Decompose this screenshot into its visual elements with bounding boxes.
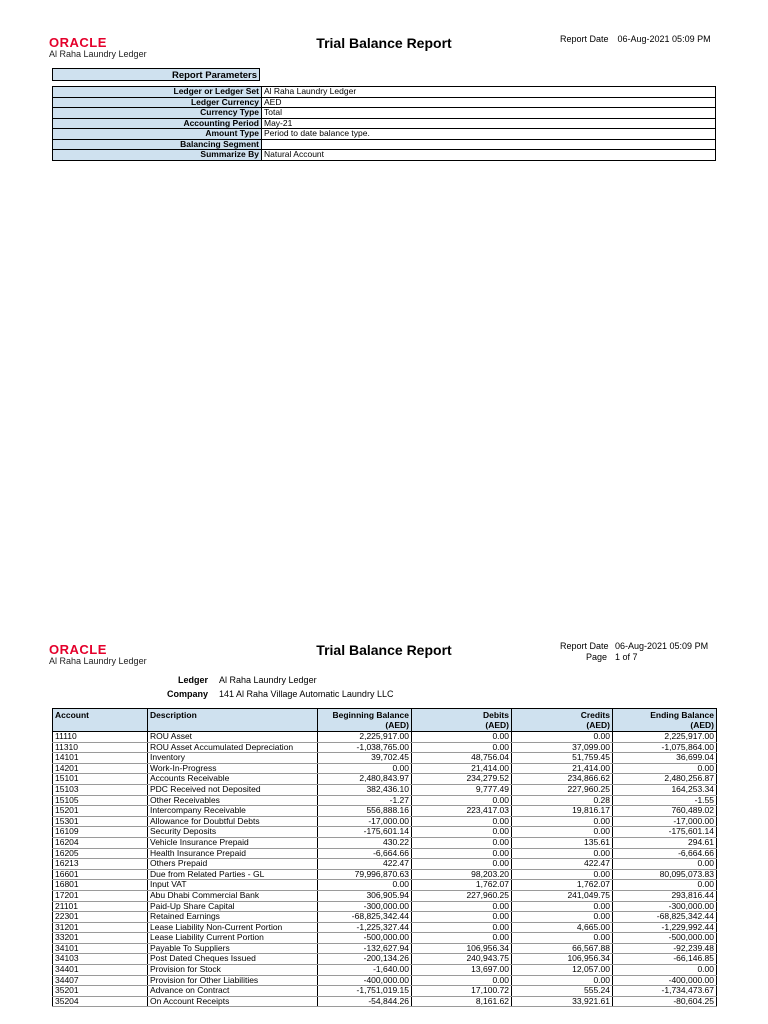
col-header-beginning-label: Beginning Balance (332, 710, 409, 720)
trial-balance-table (52, 708, 717, 1007)
param-label: Accounting Period (53, 118, 262, 129)
table-row (53, 806, 717, 817)
col-header-description: Description (148, 709, 318, 732)
credits-cell: 0.00 (512, 732, 613, 743)
credits-cell: 0.00 (512, 827, 613, 838)
beginning-balance-cell: -6,664.66 (318, 848, 412, 859)
account-cell: 16205 (53, 848, 148, 859)
param-value: Total (262, 108, 716, 119)
ending-balance-cell: -500,000.00 (613, 933, 717, 944)
debits-cell: 98,203.20 (412, 869, 512, 880)
beginning-balance-cell: 39,702.45 (318, 753, 412, 764)
credits-cell: 4,665.00 (512, 922, 613, 933)
credits-cell: 234,866.62 (512, 774, 613, 785)
param-label: Amount Type (53, 129, 262, 140)
debits-cell: 106,956.34 (412, 943, 512, 954)
col-header-credits (512, 709, 613, 732)
debits-cell: 0.00 (412, 816, 512, 827)
ending-balance-cell: 760,489.02 (613, 806, 717, 817)
credits-cell: 12,057.00 (512, 965, 613, 976)
account-cell: 31201 (53, 922, 148, 933)
ledger-info (150, 673, 393, 701)
credits-cell: 0.00 (512, 975, 613, 986)
description-cell: Other Receivables (148, 795, 318, 806)
report-date-label: Report Date (560, 641, 609, 651)
ledger-name: Al Raha Laundry Ledger (49, 49, 147, 59)
description-cell: ROU Asset Accumulated Depreciation (148, 742, 318, 753)
beginning-balance-cell: 422.47 (318, 859, 412, 870)
account-cell: 16601 (53, 869, 148, 880)
col-header-unit: (AED) (690, 720, 714, 730)
ending-balance-cell: -17,000.00 (613, 816, 717, 827)
account-cell: 11110 (53, 732, 148, 743)
ending-balance-cell: 0.00 (613, 880, 717, 891)
page-label: Page (585, 652, 607, 662)
table-row (53, 732, 717, 743)
table-row (53, 912, 717, 923)
debits-cell: 240,943.75 (412, 954, 512, 965)
beginning-balance-cell: 79,996,870.63 (318, 869, 412, 880)
description-cell: Input VAT (148, 880, 318, 891)
col-header-ending-label: Ending Balance (650, 710, 714, 720)
param-label: Ledger or Ledger Set (53, 87, 262, 98)
debits-cell: 9,777.49 (412, 784, 512, 795)
beginning-balance-cell: -300,000.00 (318, 901, 412, 912)
account-cell: 16213 (53, 859, 148, 870)
debits-cell: 0.00 (412, 859, 512, 870)
ending-balance-cell: -1,734,473.67 (613, 986, 717, 997)
account-cell: 15105 (53, 795, 148, 806)
description-cell: Paid-Up Share Capital (148, 901, 318, 912)
description-cell: Others Prepaid (148, 859, 318, 870)
ledger-label: Ledger (177, 675, 208, 685)
col-header-unit: (AED) (586, 720, 610, 730)
credits-cell: 21,414.00 (512, 763, 613, 774)
report-title: Trial Balance Report (316, 35, 452, 51)
beginning-balance-cell: -1.27 (318, 795, 412, 806)
debits-cell: 0.00 (412, 827, 512, 838)
table-row (53, 901, 717, 912)
beginning-balance-cell: 430.22 (318, 837, 412, 848)
table-row (53, 763, 717, 774)
table-row (53, 954, 717, 965)
col-header-debits (412, 709, 512, 732)
description-cell: Security Deposits (148, 827, 318, 838)
param-label: Summarize By (53, 150, 262, 161)
table-header-row (53, 709, 717, 732)
debits-cell: 0.00 (412, 837, 512, 848)
table-row (53, 890, 717, 901)
description-cell: Lease Liability Current Portion (148, 933, 318, 944)
credits-cell: 66,567.88 (512, 943, 613, 954)
beginning-balance-cell: -1,751,019.15 (318, 986, 412, 997)
description-cell: Work-In-Progress (148, 763, 318, 774)
description-cell: Allowance for Doubtful Debts (148, 816, 318, 827)
credits-cell: 19,816.17 (512, 806, 613, 817)
beginning-balance-cell: -175,601.14 (318, 827, 412, 838)
table-row (53, 816, 717, 827)
account-cell: 35201 (53, 986, 148, 997)
beginning-balance-cell: -400,000.00 (318, 975, 412, 986)
description-cell: Lease Liability Non-Current Portion (148, 922, 318, 933)
table-row (53, 859, 717, 870)
ending-balance-cell: -1,229,992.44 (613, 922, 717, 933)
beginning-balance-cell: 382,436.10 (318, 784, 412, 795)
ledger-value: Al Raha Laundry Ledger (219, 675, 317, 685)
account-cell: 11310 (53, 742, 148, 753)
account-cell: 21101 (53, 901, 148, 912)
beginning-balance-cell: 306,905.94 (318, 890, 412, 901)
ending-balance-cell: -68,825,342.44 (613, 912, 717, 923)
ending-balance-cell: 0.00 (613, 859, 717, 870)
account-cell: 16801 (53, 880, 148, 891)
debits-cell: 21,414.00 (412, 763, 512, 774)
account-cell: 15301 (53, 816, 148, 827)
table-row (53, 975, 717, 986)
debits-cell: 0.00 (412, 795, 512, 806)
description-cell: Intercompany Receivable (148, 806, 318, 817)
debits-cell: 234,279.52 (412, 774, 512, 785)
credits-cell: 241,049.75 (512, 890, 613, 901)
debits-cell: 227,960.25 (412, 890, 512, 901)
beginning-balance-cell: 0.00 (318, 763, 412, 774)
col-header-unit: (AED) (385, 720, 409, 730)
ending-balance-cell: 2,480,256.87 (613, 774, 717, 785)
credits-cell: 0.00 (512, 933, 613, 944)
description-cell: Retained Earnings (148, 912, 318, 923)
param-value: AED (262, 97, 716, 108)
col-header-account: Account (53, 709, 148, 732)
report-date (560, 641, 708, 663)
debits-cell: 0.00 (412, 848, 512, 859)
description-cell: Due from Related Parties - GL (148, 869, 318, 880)
account-cell: 15101 (53, 774, 148, 785)
table-row (53, 742, 717, 753)
report-parameters-heading: Report Parameters (52, 68, 260, 81)
beginning-balance-cell: -1,038,765.00 (318, 742, 412, 753)
col-header-debits-label: Debits (483, 710, 509, 720)
table-row (53, 848, 717, 859)
table-row (53, 965, 717, 976)
credits-cell: 0.00 (512, 816, 613, 827)
table-row (53, 795, 717, 806)
report-date-label: Report Date (560, 34, 609, 44)
table-row (53, 943, 717, 954)
description-cell: Vehicle Insurance Prepaid (148, 837, 318, 848)
ending-balance-cell: -400,000.00 (613, 975, 717, 986)
account-cell: 15201 (53, 806, 148, 817)
credits-cell: 0.00 (512, 848, 613, 859)
description-cell: Abu Dhabi Commercial Bank (148, 890, 318, 901)
param-value: May-21 (262, 118, 716, 129)
credits-cell: 227,960.25 (512, 784, 613, 795)
description-cell: Health Insurance Prepaid (148, 848, 318, 859)
debits-cell: 0.00 (412, 975, 512, 986)
report-date-value: 06-Aug-2021 05:09 PM (617, 34, 711, 44)
col-header-credits-label: Credits (580, 710, 610, 720)
table-row (53, 986, 717, 997)
ending-balance-cell: 0.00 (613, 965, 717, 976)
ending-balance-cell: 2,225,917.00 (613, 732, 717, 743)
debits-cell: 1,762.07 (412, 880, 512, 891)
table-row (53, 774, 717, 785)
table-row (53, 880, 717, 891)
table-row (53, 933, 717, 944)
debits-cell: 0.00 (412, 912, 512, 923)
ending-balance-cell: -80,604.25 (613, 996, 717, 1007)
description-cell: Post Dated Cheques Issued (148, 954, 318, 965)
table-row (53, 922, 717, 933)
debits-cell: 0.00 (412, 933, 512, 944)
credits-cell: 555.24 (512, 986, 613, 997)
description-cell: Payable To Suppliers (148, 943, 318, 954)
account-cell: 34101 (53, 943, 148, 954)
col-header-unit: (AED) (485, 720, 509, 730)
debits-cell: 8,161.62 (412, 996, 512, 1007)
account-cell: 22301 (53, 912, 148, 923)
beginning-balance-cell: -500,000.00 (318, 933, 412, 944)
ending-balance-cell: -6,664.66 (613, 848, 717, 859)
table-row (53, 837, 717, 848)
beginning-balance-cell: -68,825,342.44 (318, 912, 412, 923)
debits-cell: 0.00 (412, 742, 512, 753)
beginning-balance-cell: 2,225,917.00 (318, 732, 412, 743)
account-cell: 14101 (53, 753, 148, 764)
ending-balance-cell: 164,253.34 (613, 784, 717, 795)
debits-cell: 0.00 (412, 732, 512, 743)
beginning-balance-cell: 2,480,843.97 (318, 774, 412, 785)
beginning-balance-cell: 556,888.16 (318, 806, 412, 817)
company-label: Company (166, 689, 208, 699)
page-number: 1 of 7 (615, 652, 638, 662)
account-cell: 35204 (53, 996, 148, 1007)
col-header-ending-balance (613, 709, 717, 732)
ending-balance-cell: -92,239.48 (613, 943, 717, 954)
oracle-brand-text: ORACLE (49, 35, 107, 50)
company-value: 141 Al Raha Village Automatic Laundry LLC (219, 689, 394, 699)
ending-balance-cell: -66,146.85 (613, 954, 717, 965)
report-date-value: 06-Aug-2021 05:09 PM (615, 641, 709, 651)
description-cell: PDC Received not Deposited (148, 784, 318, 795)
param-value: Natural Account (262, 150, 716, 161)
beginning-balance-cell: -200,134.26 (318, 954, 412, 965)
ending-balance-cell: 294.61 (613, 837, 717, 848)
credits-cell: 51,759.45 (512, 753, 613, 764)
credits-cell: 0.00 (512, 869, 613, 880)
credits-cell: 0.28 (512, 795, 613, 806)
ledger-name: Al Raha Laundry Ledger (49, 656, 147, 666)
beginning-balance-cell: -17,000.00 (318, 816, 412, 827)
description-cell: ROU Asset (148, 732, 318, 743)
ending-balance-cell: -300,000.00 (613, 901, 717, 912)
table-row (53, 753, 717, 764)
ending-balance-cell: 36,699.04 (613, 753, 717, 764)
account-cell: 34407 (53, 975, 148, 986)
account-cell: 14201 (53, 763, 148, 774)
table-row (53, 784, 717, 795)
param-label: Currency Type (53, 108, 262, 119)
description-cell: Advance on Contract (148, 986, 318, 997)
account-cell: 17201 (53, 890, 148, 901)
table-row (53, 869, 717, 880)
credits-cell: 1,762.07 (512, 880, 613, 891)
param-value: Period to date balance type. (262, 129, 716, 140)
ending-balance-cell: 80,095,073.83 (613, 869, 717, 880)
debits-cell: 0.00 (412, 922, 512, 933)
report-title: Trial Balance Report (316, 642, 452, 658)
description-cell: Accounts Receivable (148, 774, 318, 785)
description-cell: Provision for Stock (148, 965, 318, 976)
credits-cell: 33,921.61 (512, 996, 613, 1007)
credits-cell: 135.61 (512, 837, 613, 848)
beginning-balance-cell: -1,225,327.44 (318, 922, 412, 933)
account-cell: 34103 (53, 954, 148, 965)
col-header-beginning-balance (318, 709, 412, 732)
param-value: Al Raha Laundry Ledger (262, 87, 716, 98)
oracle-brand-text: ORACLE (49, 642, 107, 657)
ending-balance-cell: -1.55 (613, 795, 717, 806)
table-row (53, 996, 717, 1007)
debits-cell: 223,417.03 (412, 806, 512, 817)
credits-cell: 106,956.34 (512, 954, 613, 965)
beginning-balance-cell: -132,627.94 (318, 943, 412, 954)
account-cell: 16109 (53, 827, 148, 838)
debits-cell: 0.00 (412, 901, 512, 912)
ending-balance-cell: 0.00 (613, 763, 717, 774)
param-label: Ledger Currency (53, 97, 262, 108)
credits-cell: 37,099.00 (512, 742, 613, 753)
debits-cell: 48,756.04 (412, 753, 512, 764)
credits-cell: 0.00 (512, 901, 613, 912)
beginning-balance-cell: 0.00 (318, 880, 412, 891)
param-label: Balancing Segment (53, 139, 262, 150)
beginning-balance-cell: -54,844.26 (318, 996, 412, 1007)
account-cell: 33201 (53, 933, 148, 944)
beginning-balance-cell: -1,640.00 (318, 965, 412, 976)
ending-balance-cell: 293,816.44 (613, 890, 717, 901)
account-cell: 15103 (53, 784, 148, 795)
credits-cell: 0.00 (512, 912, 613, 923)
description-cell: Provision for Other Liabilities (148, 975, 318, 986)
ending-balance-cell: -175,601.14 (613, 827, 717, 838)
credits-cell: 422.47 (512, 859, 613, 870)
description-cell: On Account Receipts (148, 996, 318, 1007)
ending-balance-cell: -1,075,864.00 (613, 742, 717, 753)
account-cell: 16204 (53, 837, 148, 848)
debits-cell: 17,100.72 (412, 986, 512, 997)
debits-cell: 13,697.00 (412, 965, 512, 976)
account-cell: 34401 (53, 965, 148, 976)
table-row (53, 827, 717, 838)
description-cell: Inventory (148, 753, 318, 764)
